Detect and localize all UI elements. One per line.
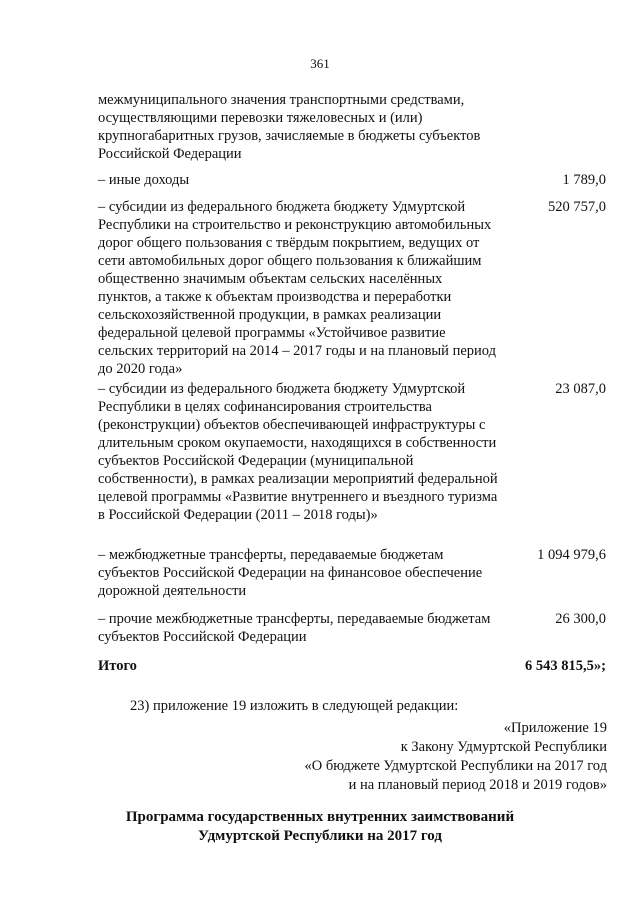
row-amount: 520 757,0 (548, 199, 606, 215)
row-amount: 23 087,0 (555, 381, 606, 397)
amendment-text: 23) приложение 19 изложить в следующей редакции: (130, 698, 459, 714)
row-description: – иные доходы (98, 172, 190, 188)
page-number: 361 (310, 56, 330, 71)
table-row (98, 546, 606, 600)
appendix-heading-line: и на плановый период 2018 и 2019 годов» (348, 777, 607, 793)
program-title (0, 808, 640, 846)
table-row (98, 610, 606, 646)
appendix-heading (305, 719, 607, 795)
appendix-heading-line: «О бюджете Удмуртской Республики на 2017 год (304, 758, 607, 774)
table-row (98, 91, 606, 163)
row-amount: 1 094 979,6 (537, 547, 606, 563)
program-title-line: Удмуртской Республики на 2017 год (198, 828, 442, 844)
total-row (98, 657, 606, 675)
row-description: – субсидии из федерального бюджета бюджету Удмуртской Республики в целях софинансирования строительства (реконструкции) объектов обеспечивающей инфраструктуры с длительным сроком окупаемости, находящихся в собственности субъектов Российской Федерации (муниципальной собственности), в рамках реализации мероприятий федеральной целевой программы «Развитие внутреннего и въездного туризма в Российской Федерации (2011 – 2018 годы)» (98, 381, 498, 523)
appendix-heading-line: «Приложение 19 (503, 720, 607, 736)
row-description: – субсидии из федерального бюджета бюджету Удмуртской Республики на строительство и реконструкцию автомобильных дорог общего пользования с твёрдым покрытием, ведущих от сети автомобильных дорог общего пользования к ближайшим общественно значимым объектам сельских населённых пунктов, а также к объектам производства и переработки сельскохозяйственной продукции, в рамках реализации федеральной целевой программы «Устойчивое развитие сельских территорий на 2014 – 2017 годы и на плановый период до 2020 года» (98, 199, 496, 377)
row-description: – прочие межбюджетные трансферты, передаваемые бюджетам субъектов Российской Федерации (98, 611, 491, 645)
appendix-heading-line: к Закону Удмуртской Республики (400, 739, 607, 755)
table-row (98, 198, 606, 378)
row-amount: 1 789,0 (562, 172, 606, 188)
table-row (98, 380, 606, 524)
total-amount: 6 543 815,5»; (525, 658, 606, 674)
program-title-line: Программа государственных внутренних заимствований (125, 809, 515, 825)
row-description: межмуниципального значения транспортными средствами, осуществляющими перевозки тяжеловесных и (или) крупногабаритных грузов, зачисляемые в бюджеты субъектов Российской Федерации (98, 92, 481, 162)
table-row (98, 171, 606, 189)
total-label: Итого (98, 658, 137, 674)
row-description: – межбюджетные трансферты, передаваемые бюджетам субъектов Российской Федерации на финансовое обеспечение дорожной деятельности (98, 547, 483, 599)
row-amount: 26 300,0 (555, 611, 606, 627)
